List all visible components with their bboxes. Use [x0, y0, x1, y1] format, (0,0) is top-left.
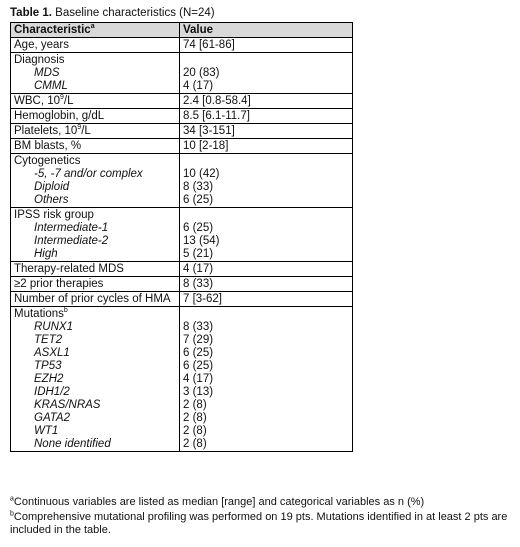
table-row: [11, 292, 353, 307]
table-header-row: [11, 23, 353, 38]
baseline-table: [10, 22, 353, 452]
table-row: [11, 208, 353, 262]
row-label: Hemoglobin, g/dL: [11, 109, 180, 124]
table-row: [11, 277, 353, 292]
table-row: [11, 109, 353, 124]
caption-label: Table 1.: [10, 7, 52, 19]
row-value: 7 [3-62]: [180, 292, 353, 307]
table-row: [11, 124, 353, 139]
table-row: [11, 262, 353, 277]
row-value: 10 [2-18]: [180, 139, 353, 154]
footnote-a: $^a$Continuous variables are listed as median [range] and categorical variables as n (%): [10, 495, 425, 508]
table-row: [11, 53, 353, 94]
row-label: IPSS risk group Intermediate-1 Intermediate-2 High: [11, 208, 180, 262]
row-value: 6 (25) 13 (54) 5 (21): [180, 208, 353, 262]
row-label: Diagnosis MDS CMML: [11, 53, 180, 94]
row-value: 8.5 [6.1-11.7]: [180, 109, 353, 124]
footnote-b: $^b$Comprehensive mutational profiling was performed on 19 pts. Mutations identified in at least 2 pts are included in the table.: [10, 510, 508, 536]
row-value: 10 (42) 8 (33) 6 (25): [180, 154, 353, 208]
table-row: [11, 139, 353, 154]
table-row: [11, 307, 353, 452]
row-label: ≥2 prior therapies: [11, 277, 180, 292]
row-label: Therapy-related MDS: [11, 262, 180, 277]
row-label: Cytogenetics -5, -7 and/or complex Diploid Others: [11, 154, 180, 208]
table-row: [11, 154, 353, 208]
caption-text: Baseline characteristics (N=24): [51, 7, 215, 19]
row-value: 8 (33): [180, 277, 353, 292]
row-label: BM blasts, %: [11, 139, 180, 154]
row-value: 8 (33) 7 (29) 6 (25) 6 (25) 4 (17) 3 (13) 2 (8) 2 (8) 2 (8) 2 (8): [180, 307, 353, 452]
row-label: Platelets, $10^9/L$: [11, 124, 180, 139]
row-label: Number of prior cycles of HMA: [11, 292, 180, 307]
row-label: Age, years: [11, 38, 180, 53]
row-label: Mutations$^b$ RUNX1 TET2 ASXL1 TP53 EZH2 IDH1/2 KRAS/NRAS GATA2 WT1 None identified: [11, 307, 180, 452]
row-value: 4 (17): [180, 262, 353, 277]
row-value: 2.4 [0.8-58.4]: [180, 94, 353, 109]
row-value: 20 (83) 4 (17): [180, 53, 353, 94]
table-row: [11, 94, 353, 109]
row-value: 74 [61-86]: [180, 38, 353, 53]
table-caption: [10, 6, 215, 20]
table-row: [11, 38, 353, 53]
header-value: Value: [180, 23, 353, 38]
row-value: 34 [3-151]: [180, 124, 353, 139]
header-characteristic: Characteristic$^a$: [11, 23, 180, 38]
row-label: WBC, $10^9/L$: [11, 94, 180, 109]
